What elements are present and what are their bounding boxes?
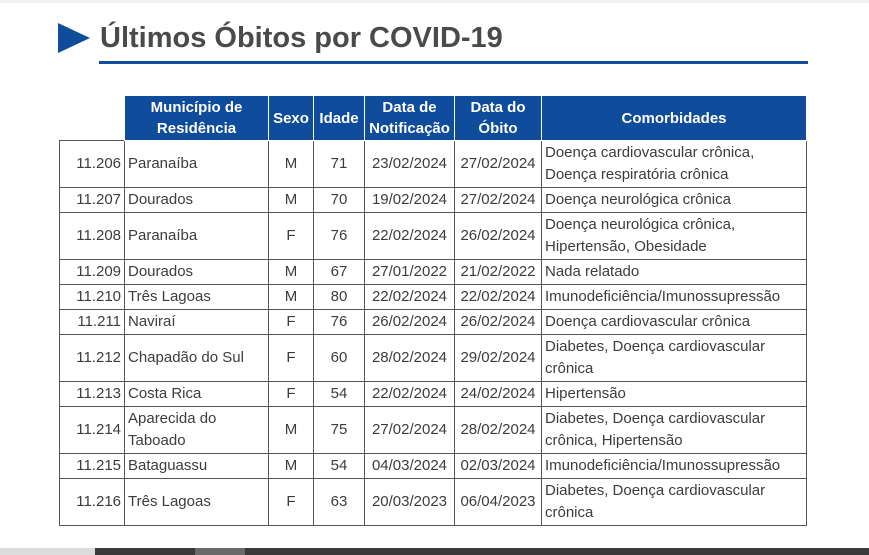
cell-obito: 28/02/2024 [455, 407, 542, 454]
cell-idade: 70 [314, 188, 365, 213]
cell-idade: 80 [314, 285, 365, 310]
cell-notificacao: 23/02/2024 [365, 141, 455, 188]
cell-comorbidades: Nada relatado [542, 260, 807, 285]
cell-notificacao: 27/01/2022 [365, 260, 455, 285]
cell-sexo: M [269, 285, 314, 310]
table-body [60, 141, 807, 526]
cell-obito: 24/02/2024 [455, 382, 542, 407]
cell-municipio: Aparecida do Taboado [125, 407, 269, 454]
cell-comorbidades: Doença cardiovascular crônica, Doença respiratória crônica [542, 141, 807, 188]
cell-id: 11.216 [60, 479, 125, 526]
cell-id: 11.213 [60, 382, 125, 407]
cell-idade: 75 [314, 407, 365, 454]
cell-comorbidades: Doença neurológica crônica, Hipertensão, Obesidade [542, 213, 807, 260]
top-border [0, 0, 869, 3]
header-id-blank [60, 96, 125, 141]
cell-municipio: Costa Rica [125, 382, 269, 407]
cell-notificacao: 27/02/2024 [365, 407, 455, 454]
cell-id: 11.206 [60, 141, 125, 188]
cell-obito: 06/04/2023 [455, 479, 542, 526]
cell-notificacao: 19/02/2024 [365, 188, 455, 213]
table-row [60, 479, 807, 526]
cell-municipio: Dourados [125, 260, 269, 285]
cell-obito: 27/02/2024 [455, 188, 542, 213]
cell-id: 11.209 [60, 260, 125, 285]
cell-id: 11.207 [60, 188, 125, 213]
cell-sexo: M [269, 454, 314, 479]
table-row [60, 188, 807, 213]
cell-idade: 60 [314, 335, 365, 382]
table-row [60, 213, 807, 260]
table-row [60, 141, 807, 188]
cell-sexo: F [269, 310, 314, 335]
cell-comorbidades: Diabetes, Doença cardiovascular crônica, Hipertensão [542, 407, 807, 454]
bottom-strip-mid [195, 548, 245, 555]
cell-comorbidades: Doença cardiovascular crônica [542, 310, 807, 335]
cell-sexo: F [269, 213, 314, 260]
cell-id: 11.214 [60, 407, 125, 454]
cell-idade: 54 [314, 382, 365, 407]
cell-municipio: Paranaíba [125, 213, 269, 260]
cell-notificacao: 22/02/2024 [365, 382, 455, 407]
header-sexo: Sexo [269, 96, 314, 141]
cell-comorbidades: Doença neurológica crônica [542, 188, 807, 213]
cell-idade: 54 [314, 454, 365, 479]
cell-notificacao: 22/02/2024 [365, 213, 455, 260]
page-title: Últimos Óbitos por COVID-19 [100, 21, 503, 54]
cell-notificacao: 26/02/2024 [365, 310, 455, 335]
cell-id: 11.212 [60, 335, 125, 382]
table-row [60, 454, 807, 479]
cell-comorbidades: Imunodeficiência/Imunossupressão [542, 285, 807, 310]
cell-municipio: Três Lagoas [125, 285, 269, 310]
cell-sexo: M [269, 141, 314, 188]
cell-idade: 76 [314, 213, 365, 260]
table-row [60, 335, 807, 382]
cell-obito: 21/02/2022 [455, 260, 542, 285]
cell-sexo: M [269, 188, 314, 213]
cell-id: 11.215 [60, 454, 125, 479]
cell-id: 11.211 [60, 310, 125, 335]
header-obito: Data do Óbito [455, 96, 542, 141]
cell-notificacao: 20/03/2023 [365, 479, 455, 526]
cell-municipio: Paranaíba [125, 141, 269, 188]
cell-sexo: F [269, 335, 314, 382]
header-municipio: Município de Residência [125, 96, 269, 141]
deaths-table [59, 95, 807, 526]
cell-comorbidades: Diabetes, Doença cardiovascular crônica [542, 335, 807, 382]
cell-municipio: Três Lagoas [125, 479, 269, 526]
cell-obito: 26/02/2024 [455, 310, 542, 335]
cell-notificacao: 04/03/2024 [365, 454, 455, 479]
table-row [60, 382, 807, 407]
table-row [60, 285, 807, 310]
cell-id: 11.210 [60, 285, 125, 310]
header-notificacao: Data de Notificação [365, 96, 455, 141]
cell-municipio: Naviraí [125, 310, 269, 335]
cell-comorbidades: Diabetes, Doença cardiovascular crônica [542, 479, 807, 526]
cell-sexo: M [269, 260, 314, 285]
cell-id: 11.208 [60, 213, 125, 260]
cell-idade: 63 [314, 479, 365, 526]
header-idade: Idade [314, 96, 365, 141]
cell-idade: 71 [314, 141, 365, 188]
section-header [58, 18, 503, 58]
table-header-row [60, 96, 807, 141]
cell-comorbidades: Imunodeficiência/Imunossupressão [542, 454, 807, 479]
cell-notificacao: 28/02/2024 [365, 335, 455, 382]
cell-sexo: F [269, 382, 314, 407]
cell-notificacao: 22/02/2024 [365, 285, 455, 310]
cell-sexo: F [269, 479, 314, 526]
cell-idade: 67 [314, 260, 365, 285]
cell-obito: 29/02/2024 [455, 335, 542, 382]
table-row [60, 407, 807, 454]
cell-idade: 76 [314, 310, 365, 335]
header-comorbidades: Comorbidades [542, 96, 807, 141]
title-underline [99, 61, 808, 64]
cell-municipio: Bataguassu [125, 454, 269, 479]
cell-obito: 22/02/2024 [455, 285, 542, 310]
triangle-bullet-icon [58, 23, 90, 53]
cell-municipio: Chapadão do Sul [125, 335, 269, 382]
cell-obito: 26/02/2024 [455, 213, 542, 260]
cell-municipio: Dourados [125, 188, 269, 213]
cell-obito: 02/03/2024 [455, 454, 542, 479]
table-row [60, 260, 807, 285]
bottom-scroll-strip [0, 548, 869, 555]
cell-obito: 27/02/2024 [455, 141, 542, 188]
table-row [60, 310, 807, 335]
cell-sexo: M [269, 407, 314, 454]
cell-comorbidades: Hipertensão [542, 382, 807, 407]
